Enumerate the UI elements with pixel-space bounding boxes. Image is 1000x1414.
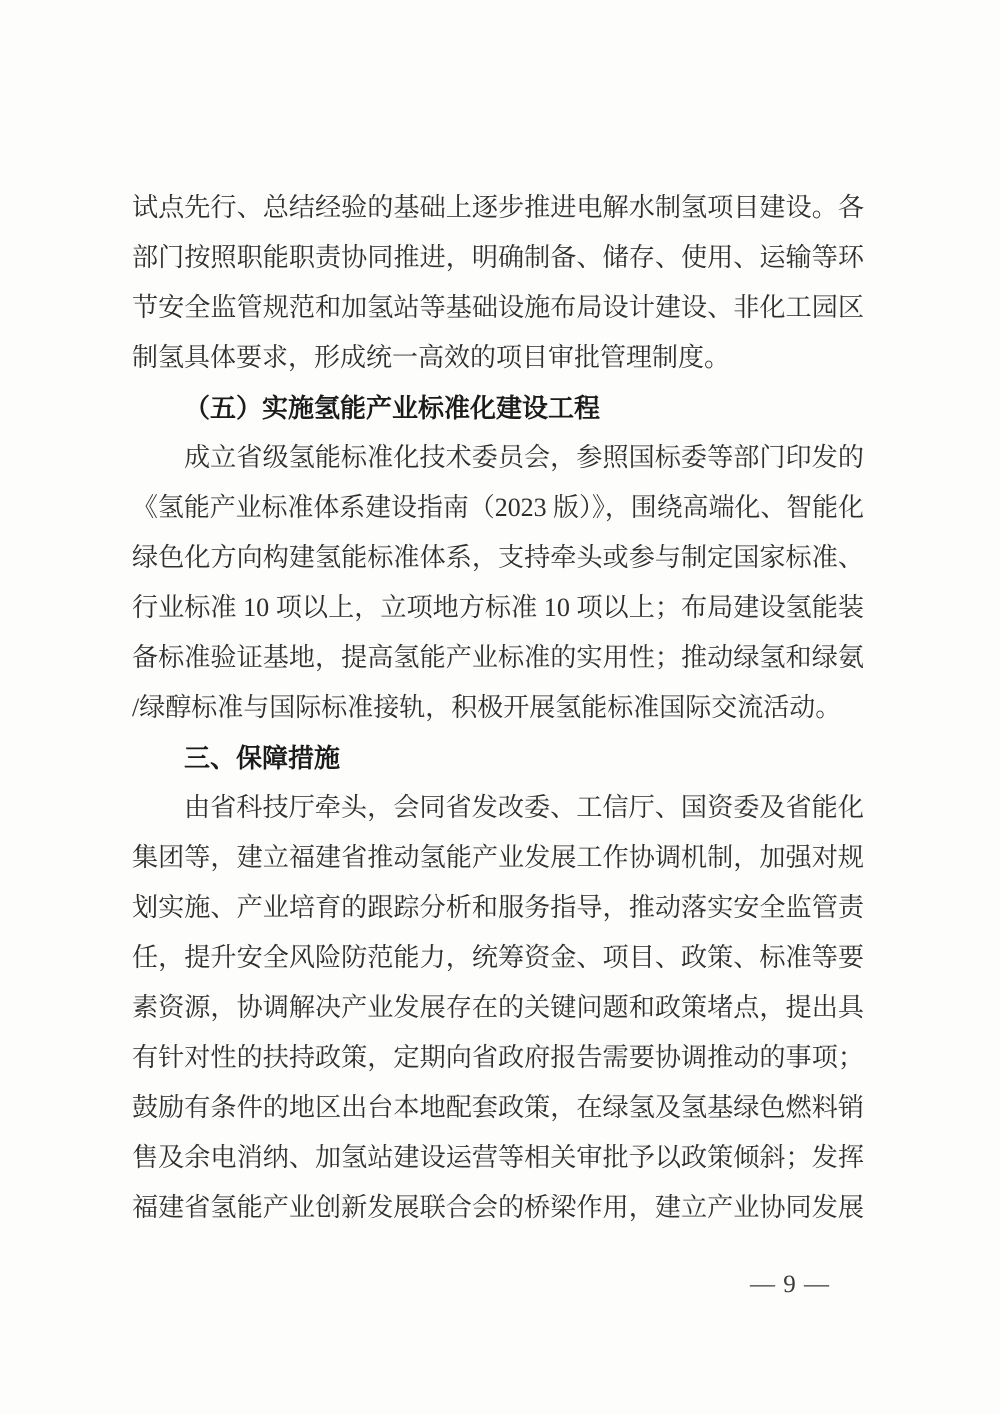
text-line bbox=[132, 1033, 864, 1083]
text-line bbox=[132, 1183, 864, 1233]
line-text: 节安全监管规范和加氢站等基础设施布局设计建设、非化工园区 bbox=[132, 293, 864, 322]
line-text: （五）实施氢能产业标准化建设工程 bbox=[184, 393, 601, 423]
text-line bbox=[132, 883, 864, 933]
document-body bbox=[132, 183, 864, 1233]
text-line bbox=[132, 983, 864, 1033]
text-line bbox=[132, 783, 864, 833]
line-text: 集团等，建立福建省推动氢能产业发展工作协调机制，加强对规 bbox=[132, 843, 864, 872]
line-text: 三、保障措施 bbox=[184, 743, 341, 773]
text-line bbox=[132, 1083, 864, 1133]
text-line bbox=[132, 433, 864, 483]
text-line bbox=[132, 1133, 864, 1183]
line-text: 试点先行、总结经验的基础上逐步推进电解水制氢项目建设。各 bbox=[132, 193, 864, 222]
line-text: 划实施、产业培育的跟踪分析和服务指导，推动落实安全监管责 bbox=[132, 893, 864, 922]
text-line bbox=[132, 833, 864, 883]
text-line bbox=[132, 333, 864, 383]
line-text: 绿色化方向构建氢能标准体系，支持牵头或参与制定国家标准、 bbox=[132, 543, 864, 572]
line-text: 鼓励有条件的地区出台本地配套政策，在绿氢及氢基绿色燃料销 bbox=[132, 1093, 864, 1122]
line-text: 部门按照职能职责协同推进，明确制备、储存、使用、运输等环 bbox=[132, 243, 864, 272]
section-heading bbox=[132, 733, 864, 783]
line-text: 备标准验证基地，提高氢能产业标准的实用性；推动绿氢和绿氨 bbox=[132, 643, 864, 672]
text-line bbox=[132, 183, 864, 233]
line-text: 《氢能产业标准体系建设指南（2023 版）》，围绕高端化、智能化 bbox=[132, 493, 864, 522]
line-text: 素资源，协调解决产业发展存在的关键问题和政策堵点，提出具 bbox=[132, 993, 864, 1022]
section-heading bbox=[132, 383, 864, 433]
line-text: /绿醇标准与国际标准接轨，积极开展氢能标准国际交流活动。 bbox=[132, 693, 842, 722]
line-text: 由省科技厅牵头，会同省发改委、工信厅、国资委及省能化 bbox=[184, 793, 864, 822]
line-text: 行业标准 10 项以上，立项地方标准 10 项以上；布局建设氢能装 bbox=[132, 593, 864, 622]
text-line bbox=[132, 583, 864, 633]
line-text: 制氢具体要求，形成统一高效的项目审批管理制度。 bbox=[132, 343, 731, 372]
text-line bbox=[132, 233, 864, 283]
page-number: — 9 — bbox=[750, 1271, 830, 1298]
text-line bbox=[132, 933, 864, 983]
line-text: 任，提升安全风险防范能力，统筹资金、项目、政策、标准等要 bbox=[132, 943, 864, 972]
text-line bbox=[132, 533, 864, 583]
line-text: 福建省氢能产业创新发展联合会的桥梁作用，建立产业协同发展 bbox=[132, 1193, 864, 1222]
text-line bbox=[132, 283, 864, 333]
line-text: 有针对性的扶持政策，定期向省政府报告需要协调推动的事项； bbox=[132, 1043, 864, 1072]
line-text: 售及余电消纳、加氢站建设运营等相关审批予以政策倾斜；发挥 bbox=[132, 1143, 864, 1172]
text-line bbox=[132, 483, 864, 533]
text-line bbox=[132, 633, 864, 683]
text-line bbox=[132, 683, 864, 733]
line-text: 成立省级氢能标准化技术委员会，参照国标委等部门印发的 bbox=[184, 443, 864, 472]
